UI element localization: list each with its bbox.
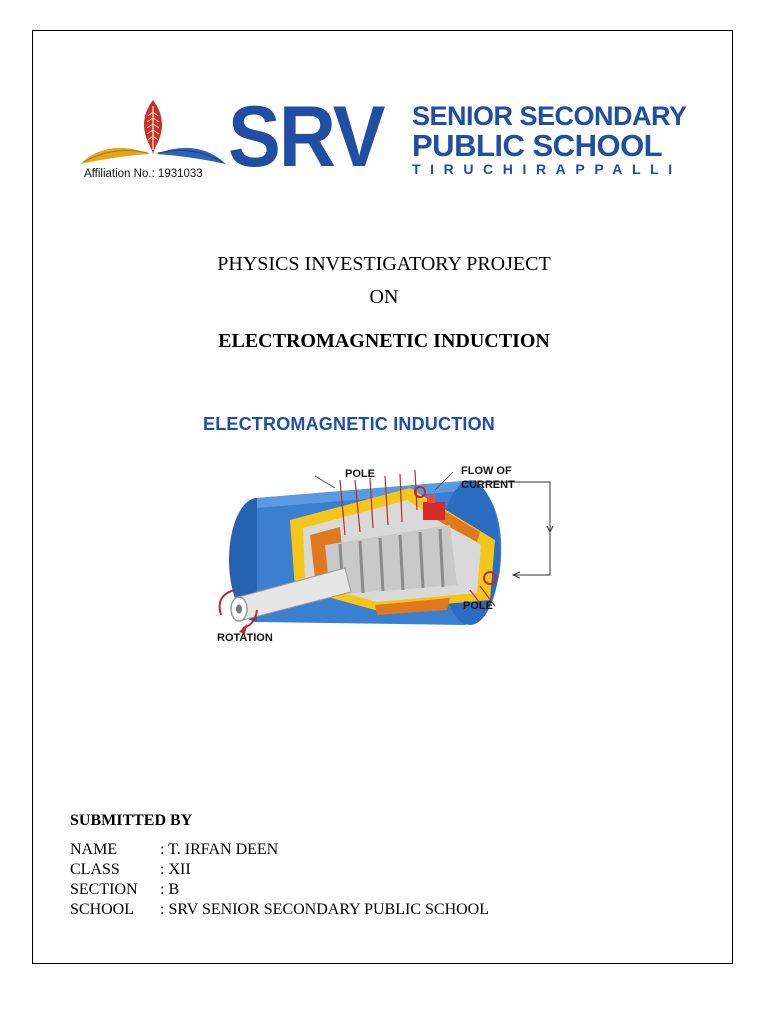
label-pole-top: POLE [345, 468, 375, 480]
info-row-school [70, 900, 489, 920]
project-on: ON [369, 286, 399, 308]
school-brand-srv: SRV [228, 89, 384, 185]
info-key: SECTION [70, 881, 138, 898]
project-title: PHYSICS INVESTIGATORY PROJECT [217, 253, 551, 275]
generator-illustration [195, 410, 575, 660]
info-value: : XII [160, 861, 191, 878]
generator-figure [195, 410, 575, 660]
school-name-line2: PUBLIC SCHOOL [412, 128, 663, 163]
info-value: : T. IRFAN DEEN [160, 841, 279, 858]
info-value: : B [160, 881, 180, 898]
school-emblem-icon [78, 98, 228, 173]
info-row-section [70, 880, 489, 900]
info-key: CLASS [70, 861, 120, 878]
info-key: SCHOOL [70, 901, 135, 918]
school-logo [78, 89, 688, 188]
project-topic: ELECTROMAGNETIC INDUCTION [218, 330, 550, 352]
label-pole-bottom: POLE [463, 600, 493, 612]
figure-title: ELECTROMAGNETIC INDUCTION [203, 414, 495, 434]
affiliation-number: Affiliation No.: 1931033 [84, 168, 203, 180]
school-name-line3: TIRUCHIRAPPALLI [412, 161, 682, 177]
info-row-class [70, 860, 489, 880]
school-name-line1: SENIOR SECONDARY [412, 101, 687, 131]
label-flow-line2: CURRENT [461, 479, 515, 491]
label-flow-line1: FLOW OF [461, 465, 512, 477]
info-key: NAME [70, 841, 118, 858]
label-rotation: ROTATION [217, 632, 273, 644]
school-name [412, 102, 687, 178]
info-value: : SRV SENIOR SECONDARY PUBLIC SCHOOL [160, 901, 489, 918]
info-row-name [70, 840, 489, 860]
submitted-by-heading: SUBMITTED BY [70, 812, 193, 829]
student-info [70, 840, 489, 920]
